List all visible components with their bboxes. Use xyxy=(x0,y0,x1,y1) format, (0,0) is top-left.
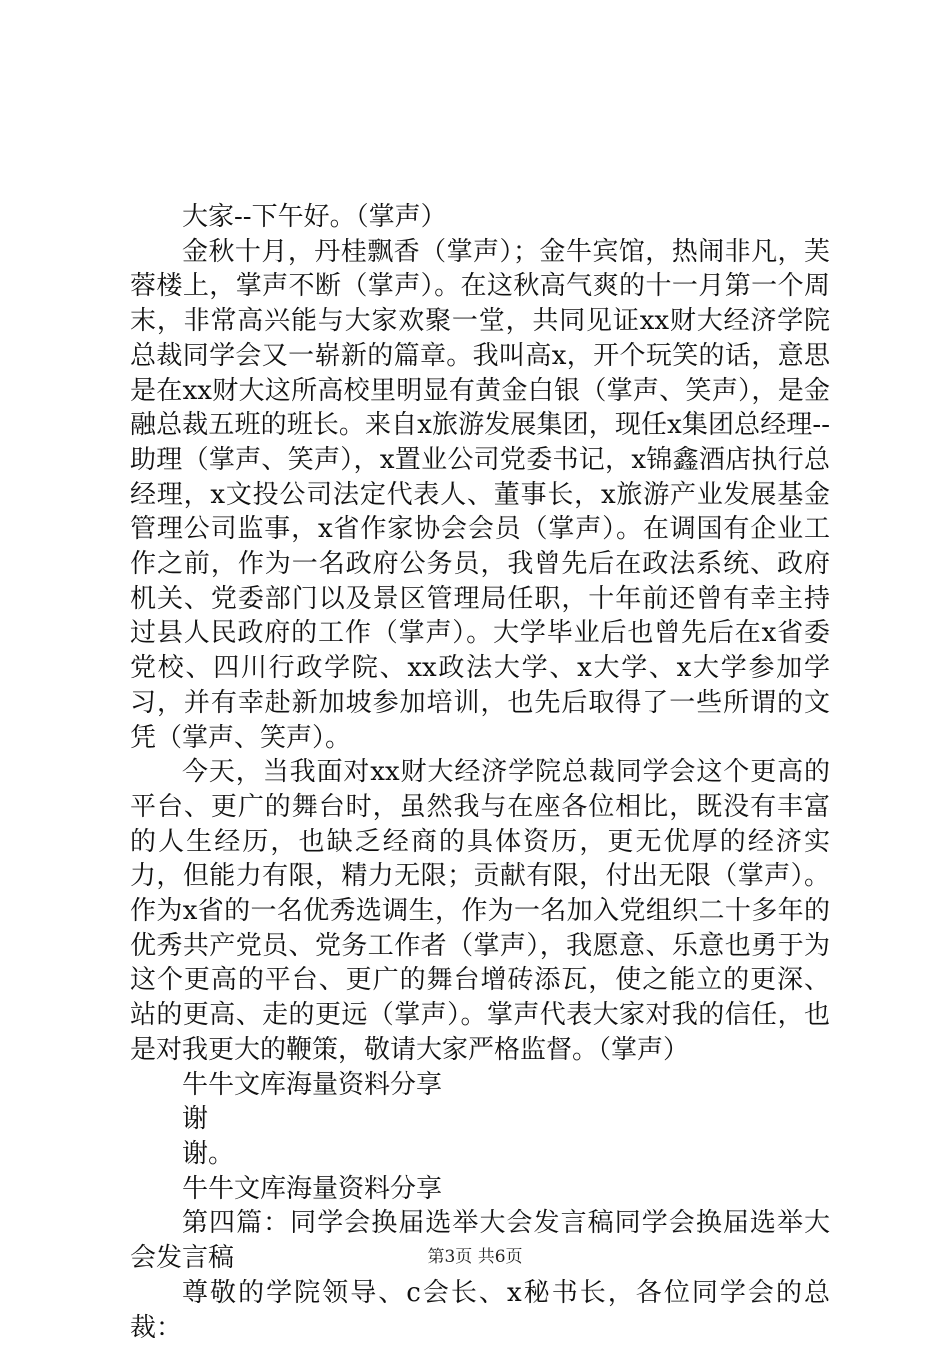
paragraph-greeting: 大家--下午好。（掌声） xyxy=(182,202,447,232)
paragraph-watermark-2: 牛牛文库海量资料分享 xyxy=(182,1173,443,1204)
page-number-footer: 第3页 共6页 xyxy=(427,1247,523,1267)
paragraph-commitment: 今天，当我面对xx财大经济学院总裁同学会这个更高的平台、更广的舞台时，虽然我与在座各位相比，既没有丰富的人生经历，也缺乏经商的具体资历，更无优厚的经济实力，但能力有限，精力无限；贡献有限，付出无限（掌声）。作为x省的一名优秀选调生，作为一名加入党组织二十多年的优秀共产党员、党务工作者（掌声），我愿意、乐意也勇于为这个更高的平台、更广的舞台增砖添瓦，使之能立的更深、站的更高、走的更远（掌声）。掌声代表大家对我的信任，也是对我更大的鞭策，敬请大家严格监督。（掌声） xyxy=(130,757,830,1065)
paragraph-self-introduction: 金秋十月，丹桂飘香（掌声）；金牛宾馆，热闹非凡，芙蓉楼上，掌声不断（掌声）。在这秋高气爽的十一月第一个周末，非常高兴能与大家欢聚一堂，共同见证xx财大经济学院总裁同学会又一崭新的篇章。我叫高x，开个玩笑的话，意思是在xx财大这所高校里明显有黄金白银（掌声、笑声），是金融总裁五班的班长。来自x旅游发展集团，现任x集团总经理--助理（掌声、笑声），x置业公司党委书记，x锦鑫酒店执行总经理，x文投公司法定代表人、董事长，x旅游产业发展基金管理公司监事，x省作家协会会员（掌声）。在调国有企业工作之前，作为一名政府公务员，我曾先后在政法系统、政府机关、党委部门以及景区管理局任职，十年前还曾有幸主持过县人民政府的工作（掌声）。大学毕业后也曾先后在x省委党校、四川行政学院、xx政法大学、x大学、x大学参加学习，并有幸赴新加坡参加培训，也先后取得了一些所谓的文凭（掌声、笑声）。 xyxy=(130,236,830,753)
paragraph-section-heading: 第四篇：同学会换届选举大会发言稿同学会换届选举大会发言稿 xyxy=(130,1208,830,1274)
document-body xyxy=(130,200,830,1345)
paragraph-watermark-1: 牛牛文库海量资料分享 xyxy=(182,1069,443,1100)
paragraph-thanks-2: 谢。 xyxy=(182,1138,235,1169)
paragraph-thanks-1: 谢 xyxy=(182,1104,209,1135)
paragraph-salutation: 尊敬的学院领导、c会长、x秘书长，各位同学会的总裁： xyxy=(130,1277,830,1343)
